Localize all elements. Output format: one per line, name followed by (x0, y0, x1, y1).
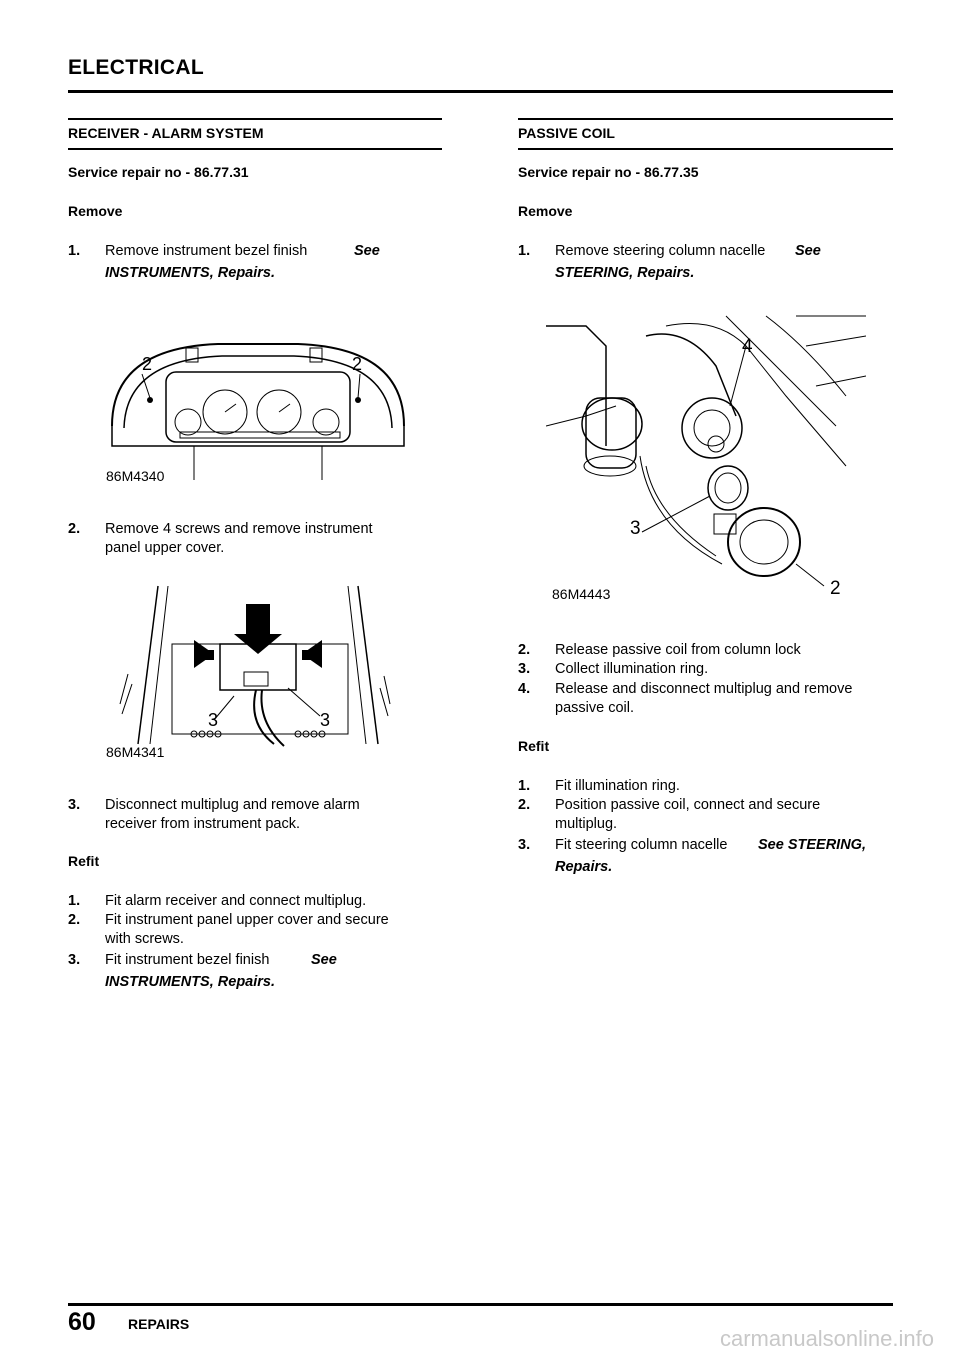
step-number: 3. (518, 661, 531, 677)
refit-step-2 (518, 796, 898, 836)
refit-step-3 (68, 951, 448, 991)
see-reference: See STEERING, (758, 837, 866, 853)
figure-code: 86M4443 (552, 586, 611, 602)
right-heading-rule-bottom (518, 148, 893, 150)
refit-step-1 (68, 892, 448, 912)
step-number: 1. (518, 243, 531, 259)
callout-2: 2 (830, 578, 841, 599)
figure-code: 86M4341 (106, 744, 165, 760)
remove-step-4 (518, 680, 898, 720)
step-number: 2. (518, 642, 531, 658)
service-repair-number: Service repair no - 86.77.31 (68, 164, 249, 180)
step-number: 3. (518, 837, 531, 853)
section-heading-alarm-receiver: RECEIVER - ALARM SYSTEM (68, 125, 264, 141)
step-text-cont: passive coil. (555, 700, 634, 716)
remove-step-2 (68, 520, 448, 560)
section-heading-passive-coil: PASSIVE COIL (518, 125, 615, 141)
step-number: 1. (68, 893, 81, 909)
cross-reference: INSTRUMENTS, Repairs. (105, 265, 275, 281)
callout-2-right: 2 (352, 354, 363, 374)
callout-4: 4 (742, 336, 753, 357)
step-text: Release passive coil from column lock (555, 642, 801, 658)
step-number: 1. (518, 778, 531, 794)
left-heading-rule-top (68, 118, 442, 120)
figure-instrument-bezel (98, 328, 418, 488)
remove-step-2 (518, 641, 898, 661)
step-text-cont: receiver from instrument pack. (105, 816, 301, 832)
step-number: 4. (518, 681, 531, 697)
step-text: Fit alarm receiver and connect multiplug. (105, 893, 367, 909)
step-text-cont: multiplug. (555, 816, 618, 832)
remove-step-3 (68, 796, 448, 836)
callout-2-left: 2 (142, 354, 153, 374)
header-rule (68, 90, 893, 93)
step-number: 2. (518, 797, 531, 813)
refit-step-3 (518, 836, 898, 876)
step-text: Fit instrument panel upper cover and secure (105, 912, 389, 928)
service-repair-number: Service repair no - 86.77.35 (518, 164, 699, 180)
step-text: Fit instrument bezel finish (105, 952, 270, 968)
step-number: 1. (68, 243, 81, 259)
footer-rule (68, 1303, 893, 1306)
remove-label: Remove (518, 203, 573, 219)
callout-3: 3 (630, 518, 641, 539)
watermark: carmanualsonline.info (719, 1326, 934, 1351)
refit-label: Refit (518, 738, 550, 754)
step-text: Fit steering column nacelle (555, 837, 728, 853)
remove-step-3 (518, 660, 898, 680)
step-text: Remove instrument bezel finish (105, 243, 308, 259)
step-text-cont: with screws. (105, 931, 184, 947)
step-number: 2. (68, 912, 81, 928)
step-text: Remove steering column nacelle (555, 243, 766, 259)
step-text-cont: panel upper cover. (105, 540, 225, 556)
remove-step-1 (68, 242, 448, 282)
figure-passive-coil (546, 306, 866, 606)
right-heading-rule-top (518, 118, 893, 120)
step-text: Collect illumination ring. (555, 661, 709, 677)
refit-label: Refit (68, 853, 100, 869)
callout-3-right: 3 (320, 710, 331, 730)
page-number: 60 (68, 1308, 96, 1336)
page-title: ELECTRICAL (68, 56, 204, 79)
step-number: 2. (68, 521, 81, 537)
left-heading-rule-bottom (68, 148, 442, 150)
cross-reference: STEERING, Repairs. (555, 265, 695, 281)
figure-code: 86M4340 (106, 468, 165, 484)
step-text: Remove 4 screws and remove instrument (105, 521, 373, 537)
cross-reference: Repairs. (555, 859, 613, 875)
callout-3-left: 3 (208, 710, 219, 730)
cross-reference: INSTRUMENTS, Repairs. (105, 974, 275, 990)
step-text: Disconnect multiplug and remove alarm (105, 797, 360, 813)
step-number: 3. (68, 952, 81, 968)
see-reference: See (311, 952, 337, 968)
see-reference: See (795, 243, 821, 259)
refit-step-2 (68, 911, 448, 951)
refit-step-1 (518, 777, 898, 797)
remove-step-1 (518, 242, 898, 282)
figure-instrument-pack (98, 584, 418, 760)
step-text: Position passive coil, connect and secure (555, 797, 821, 813)
remove-label: Remove (68, 203, 123, 219)
step-text: Fit illumination ring. (555, 778, 680, 794)
footer-section-label: REPAIRS (128, 1316, 190, 1332)
step-number: 3. (68, 797, 81, 813)
see-reference: See (354, 243, 380, 259)
step-text: Release and disconnect multiplug and remove (555, 681, 853, 697)
